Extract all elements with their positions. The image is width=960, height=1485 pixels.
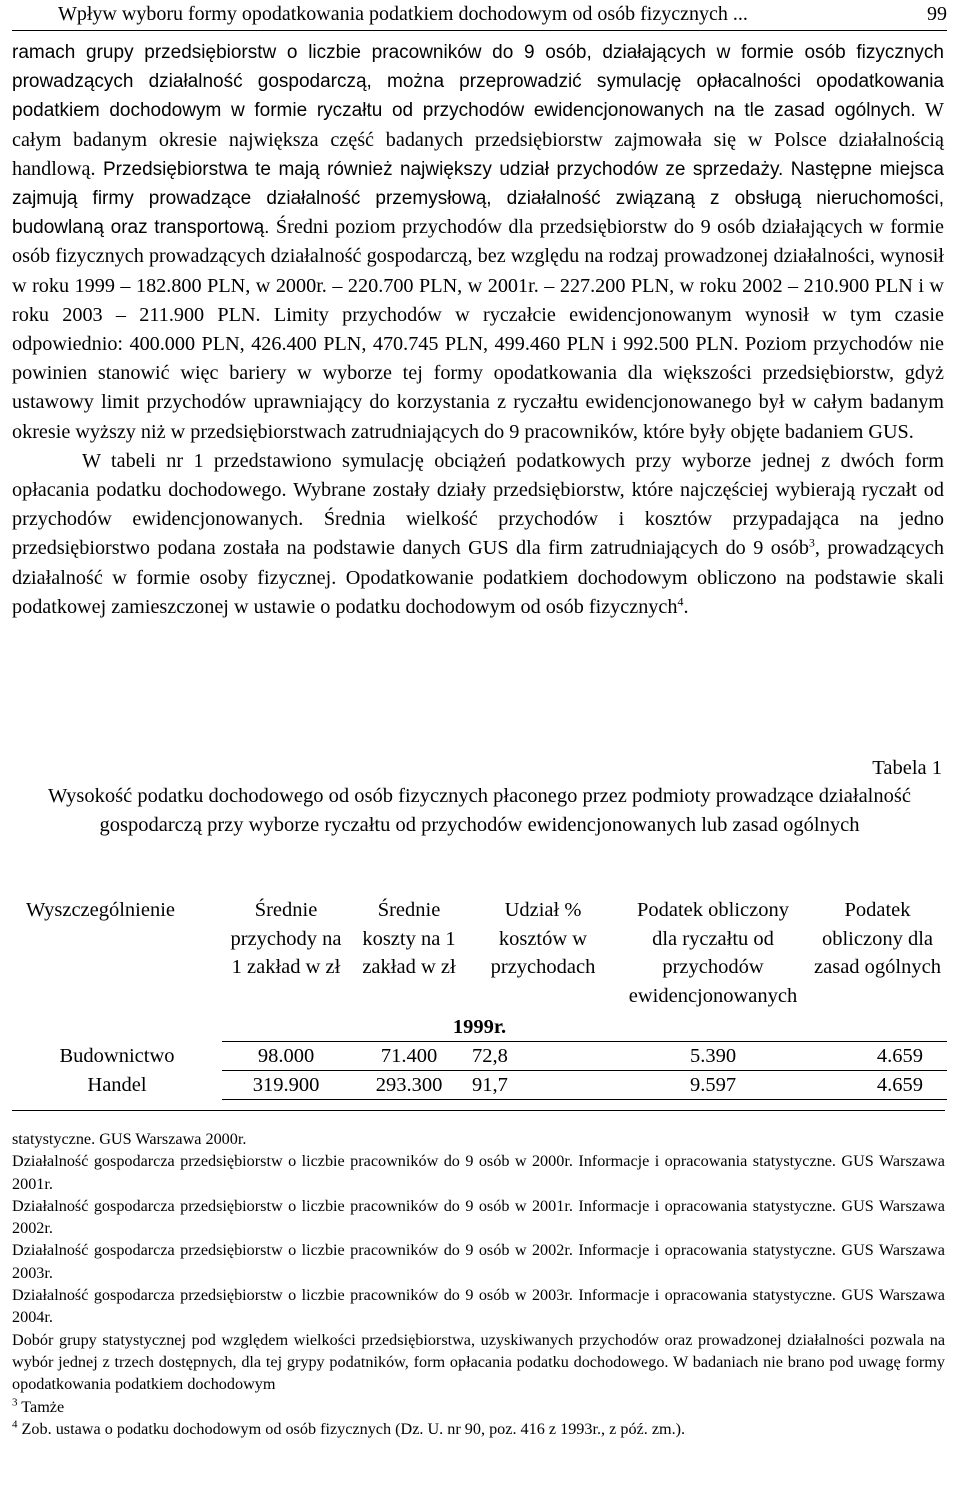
footnote-4-text: Zob. ustawa o podatku dochodowym od osób fizycznych (Dz. U. nr 90, poz. 416 z 1993r., z póź. zm.). <box>17 1419 686 1438</box>
footnote-ref-4: 4 <box>677 594 684 609</box>
table-cell: 91,7 <box>468 1071 618 1100</box>
footnote-3-text: Tamże <box>17 1397 65 1416</box>
table-cell: 71.400 <box>350 1042 468 1071</box>
paragraph-1-part-d: Następne miejsca zajmują firmy prowadzące działalność przemysłową, działalność związaną z obsługą nieruchomości, budowlaną oraz transportową. <box>12 158 944 239</box>
footnote-line: Działalność gospodarcza przedsiębiorstw o liczbie pracowników do 9 osób w 2002r. Informacje i opracowania statystyczne. GUS Warszawa 2003r. <box>12 1241 945 1282</box>
table-title: Wysokość podatku dochodowego od osób fizycznych płaconego przez podmioty prowadzące działalność gospodarczą przy wyborze ryczałtu od przychodów ewidencjonowanych lub zasad ogólnych <box>48 785 911 836</box>
footnote-4 <box>12 1418 945 1440</box>
table-row <box>12 1071 947 1100</box>
table-cell: 319.900 <box>222 1071 350 1100</box>
paragraph-1-part-a: ramach grupy przedsiębiorstw o liczbie pracowników do 9 osób, działających w formie osób fizycznych prowadzących działalność gospodarczą, można przeprowadzić symulację opłacalności opodatkowania podatkiem dochodowym w formie ryczałtu od przychodów ewidencjonowanych na tle zasad ogólnych. <box>12 42 944 122</box>
table-cell: 72,8 <box>468 1042 618 1071</box>
footnote-4-number: 4 <box>12 1418 18 1431</box>
table-cell: Budownictwo <box>59 1045 175 1067</box>
paragraph-2-part-a: W tabeli nr 1 przedstawiono symulację obciążeń podatkowych przy wyborze jednej z dwóch form opłacania podatku dochodowego. Wybrane zostały działy przedsiębiorstw, które najczęściej wybierają ryczałt od przychodów ewidencjonowanych. Średnia wielkość przychodów i kosztów przypadająca na jedno przedsiębiorstwo podana została na podstawie danych GUS dla firm zatrudniających do 9 osób <box>12 449 944 560</box>
footnote-3-number: 3 <box>12 1396 18 1409</box>
footnote-line: Działalność gospodarcza przedsiębiorstw o liczbie pracowników do 9 osób w 2003r. Informacje i opracowania statystyczne. GUS Warszawa 2004r. <box>12 1286 945 1327</box>
table-row <box>12 1042 947 1071</box>
col-header: Podatek obliczony dla ryczałtu od przychodów ewidencjonowanych <box>628 899 798 1007</box>
body-text <box>12 38 944 622</box>
paragraph-2 <box>12 447 944 622</box>
footnote-3 <box>12 1396 945 1418</box>
paragraph-2-part-c: . <box>683 595 689 618</box>
paragraph-1-part-c: Przedsiębiorstwa te mają również największy udział przychodów ze sprzedaży. <box>95 158 784 180</box>
table-label: Tabela 1 <box>872 757 942 779</box>
table-header-row <box>12 893 947 1013</box>
table-cell: 4.659 <box>808 1042 947 1071</box>
data-table <box>12 893 947 1100</box>
header-title: Wpływ wyboru formy opodatkowania podatkiem dochodowym od osób fizycznych ... <box>58 3 748 25</box>
table-cell: 4.659 <box>808 1071 947 1100</box>
col-header: Wyszczególnienie <box>26 899 176 921</box>
footnote-ref-3: 3 <box>808 535 815 550</box>
table-cell: Handel <box>87 1074 147 1096</box>
col-header: Udział % kosztów w przychodach <box>490 899 596 978</box>
col-header: Podatek obliczony dla zasad ogólnych <box>814 899 941 978</box>
table-cell: 9.597 <box>618 1071 808 1100</box>
footnote-line: statystyczne. GUS Warszawa 2000r. <box>12 1130 247 1148</box>
year-row <box>12 1013 947 1042</box>
page-number: 99 <box>927 3 947 25</box>
year-label: 1999r. <box>452 1016 507 1038</box>
table-cell: 5.390 <box>618 1042 808 1071</box>
running-header <box>12 0 947 31</box>
footnote-line: Dobór grupy statystycznej pod względem wielkości przedsiębiorstwa, uzyskiwanych przychodów oraz prowadzonej działalności pozwala na wybór jednej z trzech dostępnych, dla tej grypy podatników, form opłacania podatku dochodowego. W badaniach nie brano pod uwagę formy opodatkowania podatkiem dochodowym <box>12 1330 945 1394</box>
footnote-line: Działalność gospodarcza przedsiębiorstw o liczbie pracowników do 9 osób w 2000r. Informacje i opracowania statystyczne. GUS Warszawa 2001r. <box>12 1152 945 1193</box>
col-header: Średnie koszty na 1 zakład w zł <box>362 899 456 978</box>
col-header: Średnie przychody na 1 zakład w zł <box>230 899 342 978</box>
table-cell: 98.000 <box>222 1042 350 1071</box>
footnote-divider <box>12 1110 945 1111</box>
footnotes <box>12 1128 945 1440</box>
footnote-line: Działalność gospodarcza przedsiębiorstw o liczbie pracowników do 9 osób w 2001r. Informacje i opracowania statystyczne. GUS Warszawa 2002r. <box>12 1196 945 1238</box>
paragraph-1-part-b: W całym badanym okresie największa część badanych przedsiębiorstw zajmowała się w Polsce działalnością handlową. <box>12 99 944 180</box>
paragraph-1-part-e: Średni poziom przychodów dla przedsiębiorstw do 9 osób działających w formie osób fizycznych prowadzących działalność gospodarczą, bez względu na rodzaj prowadzonej działalności, wynosił w roku 1999 – 182.800 PLN, w 2000r. – 220.700 PLN, w 2001r. – 227.200 PLN, w roku 2002 – 210.900 PLN i w roku 2003 – 211.900 PLN. <box>12 216 945 326</box>
paragraph-2-part-b: , prowadzących działalność w formie osoby fizycznej. Opodatkowanie podatkiem dochodowym obliczono na podstawie skali podatkowej zamieszczonej w ustawie o podatku dochodowym od osób fizycznych <box>12 537 944 618</box>
paragraph-1-part-f: Limity przychodów w ryczałcie ewidencjonowanym wynosił w tym czasie odpowiednio: 400.000 PLN, 426.400 PLN, 470.745 PLN, 499.460 PLN i 992.500 PLN. Poziom przychodów nie powinien stanowić więc bariery w wyborze tej formy opodatkowania dla większości przedsiębiorstw, gdyż ustawowy limit przychodów uprawniający do korzystania z ryczałtu ewidencjonowanego był w całym badanym okresie wyższy niż w przedsiębiorstwach zatrudniających do 9 pracowników, które były objęte badaniem GUS. <box>12 303 944 443</box>
table-cell: 293.300 <box>350 1071 468 1100</box>
paragraph-1 <box>12 38 944 447</box>
